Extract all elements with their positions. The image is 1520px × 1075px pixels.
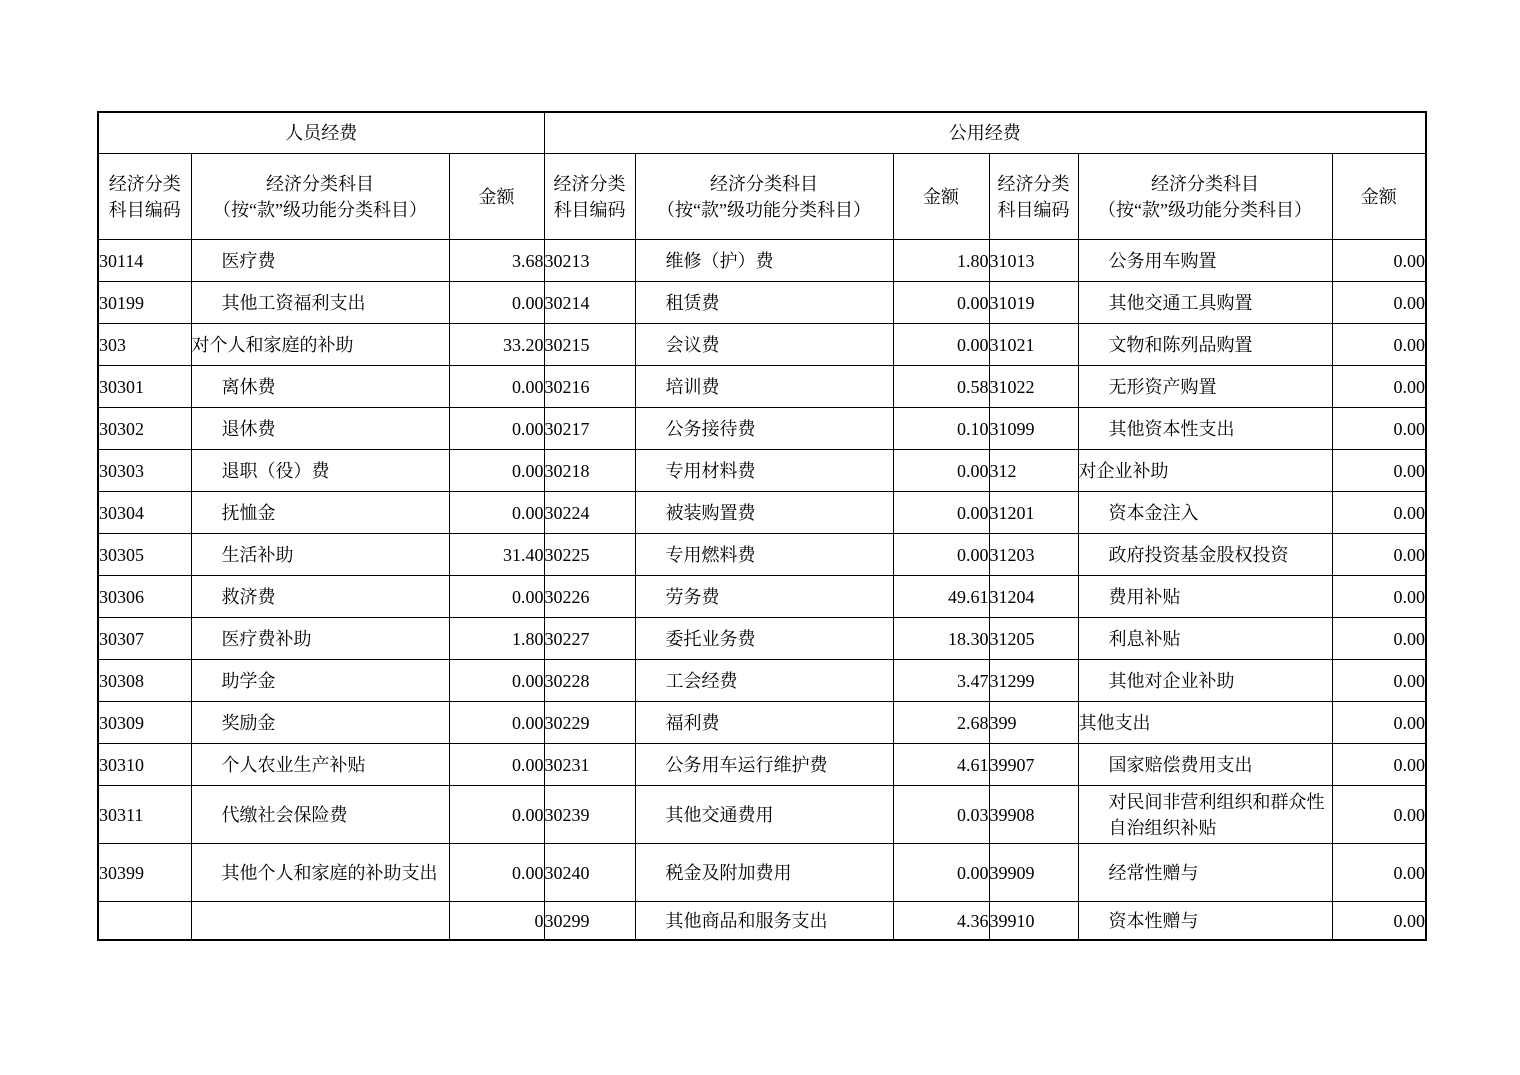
econ-code-cell: 30301 — [98, 366, 191, 408]
amount-cell: 4.61 — [893, 744, 989, 786]
table-row — [98, 240, 1426, 282]
econ-code-cell: 30217 — [544, 408, 635, 450]
amount-cell: 0.00 — [1332, 240, 1426, 282]
amount-cell: 0.00 — [449, 366, 544, 408]
econ-subject-cell: 医疗费补助 — [191, 618, 449, 660]
header-line: （按“款”级功能分类科目） — [213, 199, 427, 220]
econ-code-cell: 30306 — [98, 576, 191, 618]
amount-cell: 0.00 — [1332, 844, 1426, 902]
amount-cell: 4.36 — [893, 902, 989, 941]
econ-subject-cell — [191, 902, 449, 941]
table-row — [98, 324, 1426, 366]
econ-code-cell: 30311 — [98, 786, 191, 844]
econ-code-cell: 30114 — [98, 240, 191, 282]
header-line: 科目编码 — [108, 199, 181, 220]
column-header-row — [98, 154, 1426, 240]
econ-code-cell: 30308 — [98, 660, 191, 702]
econ-code-cell: 39907 — [989, 744, 1078, 786]
econ-code-cell: 30307 — [98, 618, 191, 660]
econ-subject-cell: 政府投资基金股权投资 — [1078, 534, 1332, 576]
amount-cell: 18.30 — [893, 618, 989, 660]
econ-code-cell: 30225 — [544, 534, 635, 576]
amount-cell: 0.00 — [1332, 660, 1426, 702]
amount-cell: 1.80 — [893, 240, 989, 282]
econ-subject-cell: 福利费 — [635, 702, 893, 744]
econ-subject-cell: 其他交通工具购置 — [1078, 282, 1332, 324]
econ-code-cell: 30213 — [544, 240, 635, 282]
econ-subject-cell: 利息补贴 — [1078, 618, 1332, 660]
amount-cell: 0.10 — [893, 408, 989, 450]
header-line: 经济分类 — [997, 173, 1070, 194]
econ-code-cell: 30224 — [544, 492, 635, 534]
table-row — [98, 660, 1426, 702]
amount-cell: 0.00 — [893, 282, 989, 324]
econ-subject-cell: 工会经费 — [635, 660, 893, 702]
amount-cell: 0.00 — [893, 324, 989, 366]
econ-code-cell: 30216 — [544, 366, 635, 408]
econ-subject-cell: 培训费 — [635, 366, 893, 408]
econ-subject-cell: 经常性赠与 — [1078, 844, 1332, 902]
econ-code-cell: 30399 — [98, 844, 191, 902]
col-header-code-1 — [98, 154, 191, 240]
econ-subject-cell: 其他资本性支出 — [1078, 408, 1332, 450]
amount-cell: 0 — [449, 902, 544, 941]
amount-cell: 0.00 — [449, 660, 544, 702]
col-header-code-2 — [544, 154, 635, 240]
econ-code-cell — [98, 902, 191, 941]
table-row — [98, 576, 1426, 618]
econ-subject-cell: 其他个人和家庭的补助支出 — [191, 844, 449, 902]
amount-cell: 0.00 — [1332, 534, 1426, 576]
econ-code-cell: 30226 — [544, 576, 635, 618]
econ-subject-cell: 公务接待费 — [635, 408, 893, 450]
econ-subject-cell: 其他对企业补助 — [1078, 660, 1332, 702]
econ-code-cell: 31203 — [989, 534, 1078, 576]
econ-subject-cell: 国家赔偿费用支出 — [1078, 744, 1332, 786]
econ-subject-cell: 退休费 — [191, 408, 449, 450]
econ-subject-cell: 对企业补助 — [1078, 450, 1332, 492]
econ-code-cell: 31201 — [989, 492, 1078, 534]
amount-cell: 0.00 — [449, 282, 544, 324]
group-header-row — [98, 112, 1426, 154]
econ-code-cell: 312 — [989, 450, 1078, 492]
econ-code-cell: 30240 — [544, 844, 635, 902]
amount-cell: 0.00 — [1332, 786, 1426, 844]
econ-code-cell: 31205 — [989, 618, 1078, 660]
header-line: 经济分类 — [108, 173, 181, 194]
amount-cell: 0.00 — [1332, 408, 1426, 450]
econ-subject-cell: 助学金 — [191, 660, 449, 702]
amount-cell: 3.68 — [449, 240, 544, 282]
header-line: （按“款”级功能分类科目） — [1098, 199, 1312, 220]
econ-code-cell: 399 — [989, 702, 1078, 744]
econ-code-cell: 31021 — [989, 324, 1078, 366]
econ-subject-cell: 代缴社会保险费 — [191, 786, 449, 844]
econ-subject-cell: 医疗费 — [191, 240, 449, 282]
amount-cell: 0.00 — [449, 702, 544, 744]
econ-code-cell: 31204 — [989, 576, 1078, 618]
econ-subject-cell: 个人农业生产补贴 — [191, 744, 449, 786]
econ-subject-cell: 资本金注入 — [1078, 492, 1332, 534]
econ-subject-cell: 劳务费 — [635, 576, 893, 618]
econ-subject-cell: 委托业务费 — [635, 618, 893, 660]
amount-cell: 0.00 — [449, 576, 544, 618]
amount-cell: 0.00 — [1332, 618, 1426, 660]
econ-code-cell: 30215 — [544, 324, 635, 366]
econ-subject-cell: 奖励金 — [191, 702, 449, 744]
econ-subject-cell: 其他商品和服务支出 — [635, 902, 893, 941]
econ-code-cell: 30302 — [98, 408, 191, 450]
col-header-amount-1: 金额 — [449, 154, 544, 240]
table-row — [98, 408, 1426, 450]
econ-subject-cell: 无形资产购置 — [1078, 366, 1332, 408]
table-row — [98, 702, 1426, 744]
header-line: 经济分类科目 — [266, 173, 374, 194]
amount-cell: 0.00 — [893, 844, 989, 902]
econ-code-cell: 30310 — [98, 744, 191, 786]
amount-cell: 0.03 — [893, 786, 989, 844]
amount-cell: 0.00 — [449, 786, 544, 844]
econ-subject-cell: 其他支出 — [1078, 702, 1332, 744]
amount-cell: 3.47 — [893, 660, 989, 702]
econ-code-cell: 30305 — [98, 534, 191, 576]
table-row — [98, 902, 1426, 941]
econ-subject-cell: 专用燃料费 — [635, 534, 893, 576]
econ-code-cell: 30303 — [98, 450, 191, 492]
econ-subject-cell: 其他工资福利支出 — [191, 282, 449, 324]
header-line: （按“款”级功能分类科目） — [657, 199, 871, 220]
amount-cell: 0.00 — [1332, 492, 1426, 534]
econ-code-cell: 30309 — [98, 702, 191, 744]
table-row — [98, 366, 1426, 408]
econ-subject-cell: 被装购置费 — [635, 492, 893, 534]
amount-cell: 0.00 — [449, 408, 544, 450]
econ-code-cell: 30218 — [544, 450, 635, 492]
amount-cell: 49.61 — [893, 576, 989, 618]
econ-code-cell: 30227 — [544, 618, 635, 660]
header-line: 经济分类 — [553, 173, 626, 194]
econ-code-cell: 30239 — [544, 786, 635, 844]
econ-subject-cell: 资本性赠与 — [1078, 902, 1332, 941]
budget-table — [97, 111, 1427, 941]
econ-code-cell: 39908 — [989, 786, 1078, 844]
amount-cell: 0.00 — [449, 844, 544, 902]
econ-code-cell: 30299 — [544, 902, 635, 941]
econ-subject-cell: 救济费 — [191, 576, 449, 618]
amount-cell: 0.00 — [1332, 366, 1426, 408]
amount-cell: 1.80 — [449, 618, 544, 660]
amount-cell: 0.00 — [893, 534, 989, 576]
col-header-subject-3 — [1078, 154, 1332, 240]
econ-code-cell: 30199 — [98, 282, 191, 324]
econ-code-cell: 31013 — [989, 240, 1078, 282]
econ-subject-cell: 租赁费 — [635, 282, 893, 324]
econ-subject-cell: 离休费 — [191, 366, 449, 408]
col-header-amount-3: 金额 — [1332, 154, 1426, 240]
amount-cell: 0.00 — [449, 744, 544, 786]
amount-cell: 0.00 — [893, 492, 989, 534]
amount-cell: 0.00 — [1332, 902, 1426, 941]
econ-subject-cell: 其他交通费用 — [635, 786, 893, 844]
econ-subject-cell: 抚恤金 — [191, 492, 449, 534]
amount-cell: 0.00 — [449, 492, 544, 534]
header-line: 科目编码 — [997, 199, 1070, 220]
table-row — [98, 786, 1426, 844]
amount-cell: 0.00 — [1332, 744, 1426, 786]
econ-code-cell: 39910 — [989, 902, 1078, 941]
econ-code-cell: 31299 — [989, 660, 1078, 702]
amount-cell: 0.00 — [1332, 324, 1426, 366]
col-header-subject-2 — [635, 154, 893, 240]
table-row — [98, 450, 1426, 492]
header-line: 科目编码 — [553, 199, 626, 220]
econ-code-cell: 30231 — [544, 744, 635, 786]
table-row — [98, 844, 1426, 902]
amount-cell: 0.00 — [1332, 576, 1426, 618]
header-line: 经济分类科目 — [710, 173, 818, 194]
header-line: 经济分类科目 — [1151, 173, 1259, 194]
econ-code-cell: 31022 — [989, 366, 1078, 408]
table-row — [98, 534, 1426, 576]
econ-code-cell: 30228 — [544, 660, 635, 702]
econ-subject-cell: 税金及附加费用 — [635, 844, 893, 902]
group-header-public: 公用经费 — [544, 112, 1426, 154]
econ-subject-cell: 对个人和家庭的补助 — [191, 324, 449, 366]
econ-code-cell: 31099 — [989, 408, 1078, 450]
econ-code-cell: 30214 — [544, 282, 635, 324]
table-row — [98, 618, 1426, 660]
econ-subject-cell: 专用材料费 — [635, 450, 893, 492]
econ-subject-cell: 会议费 — [635, 324, 893, 366]
econ-code-cell: 39909 — [989, 844, 1078, 902]
econ-subject-cell: 对民间非营利组织和群众性自治组织补贴 — [1078, 786, 1332, 844]
amount-cell: 0.00 — [449, 450, 544, 492]
table-row — [98, 744, 1426, 786]
amount-cell: 2.68 — [893, 702, 989, 744]
econ-code-cell: 31019 — [989, 282, 1078, 324]
amount-cell: 0.00 — [1332, 450, 1426, 492]
econ-subject-cell: 维修（护）费 — [635, 240, 893, 282]
amount-cell: 33.20 — [449, 324, 544, 366]
col-header-amount-2: 金额 — [893, 154, 989, 240]
amount-cell: 0.00 — [1332, 282, 1426, 324]
table-row — [98, 282, 1426, 324]
amount-cell: 0.58 — [893, 366, 989, 408]
econ-code-cell: 30304 — [98, 492, 191, 534]
econ-subject-cell: 公务用车购置 — [1078, 240, 1332, 282]
amount-cell: 0.00 — [1332, 702, 1426, 744]
group-header-personnel: 人员经费 — [98, 112, 544, 154]
col-header-code-3 — [989, 154, 1078, 240]
col-header-subject-1 — [191, 154, 449, 240]
econ-code-cell: 303 — [98, 324, 191, 366]
amount-cell: 0.00 — [893, 450, 989, 492]
econ-subject-cell: 费用补贴 — [1078, 576, 1332, 618]
econ-subject-cell: 文物和陈列品购置 — [1078, 324, 1332, 366]
table-row — [98, 492, 1426, 534]
econ-subject-cell: 生活补助 — [191, 534, 449, 576]
econ-code-cell: 30229 — [544, 702, 635, 744]
amount-cell: 31.40 — [449, 534, 544, 576]
econ-subject-cell: 公务用车运行维护费 — [635, 744, 893, 786]
econ-subject-cell: 退职（役）费 — [191, 450, 449, 492]
